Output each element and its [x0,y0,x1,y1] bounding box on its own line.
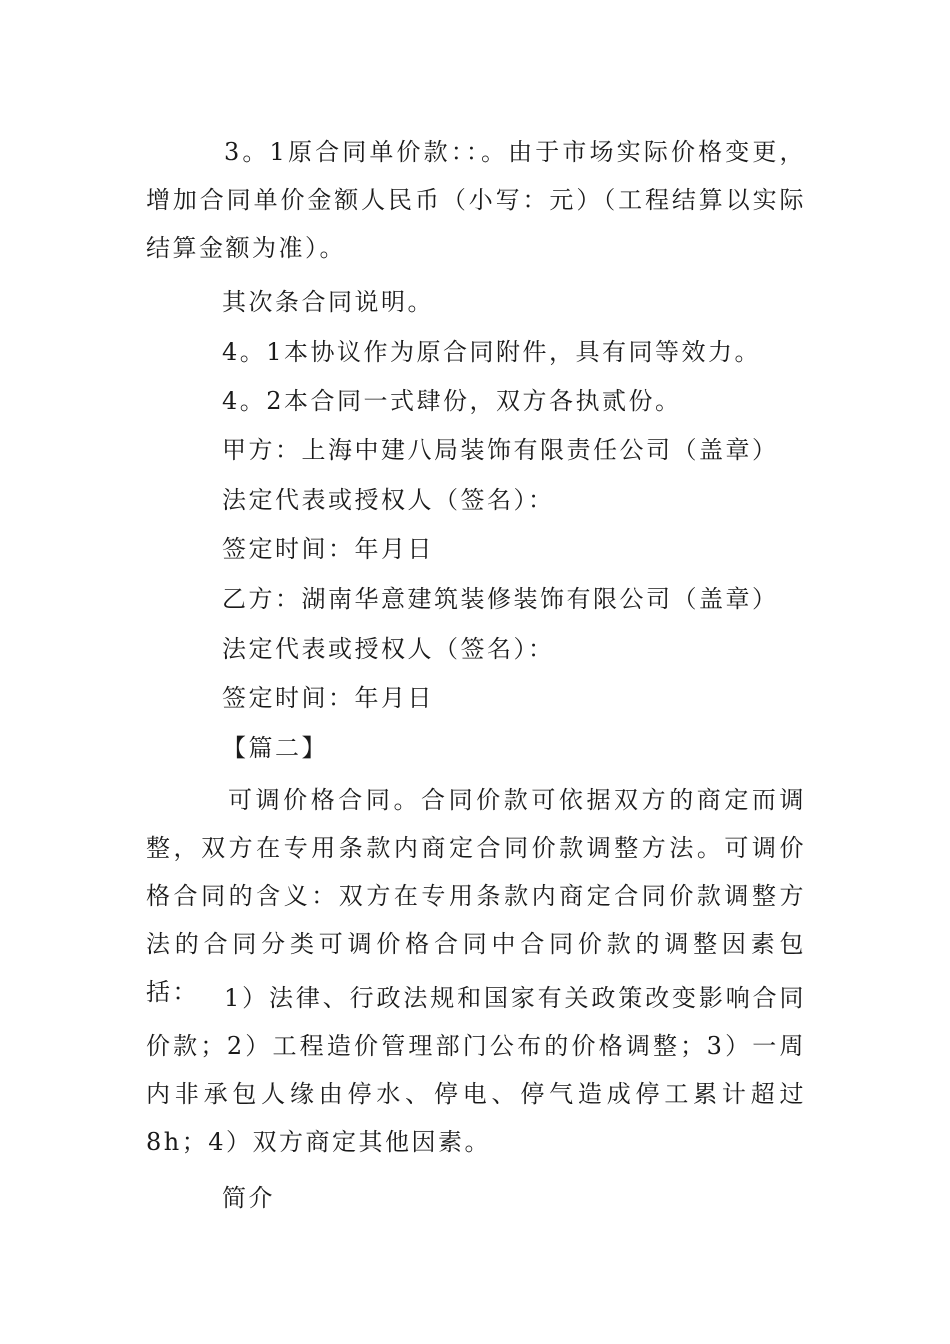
adjustment-factors-paragraph: 1）法律、行政法规和国家有关政策改变影响合同价款；2）工程造价管理部门公布的价格调整；3）一周内非承包人缘由停水、停电、停气造成停工累计超过8h；4）双方商定其他因素。 [146,984,806,1156]
clause-4-2: 4。2本合同一式肆份，双方各执贰份。 [222,387,682,415]
party-b-date-line: 签定时间：年月日 [222,684,434,712]
section-2-title: 其次条合同说明。 [222,288,434,316]
party-a-date-line: 签定时间：年月日 [222,535,434,563]
clause-4-1: 4。1本协议作为原合同附件，具有同等效力。 [222,338,762,366]
party-a-representative-line: 法定代表或授权人（签名）： [222,486,555,514]
clause-3-1-paragraph: 3。1原合同单价款：：。由于市场实际价格变更，增加合同单价金额人民币（小写：元）（工程结算以实际结算金额为准）。 [146,138,806,262]
party-a-line: 甲方：上海中建八局装饰有限责任公司（盖章） [222,436,779,464]
party-b-line: 乙方：湖南华意建筑装修装饰有限公司（盖章） [222,585,779,613]
part-two-heading: 【篇二】 [222,734,328,762]
adjustable-price-paragraph: 可调价格合同。合同价款可依据双方的商定而调整，双方在专用条款内商定合同价款调整方法。可调价格合同的含义：双方在专用条款内商定合同价款调整方法的合同分类可调价格合同中合同价款的调整因素包括： [146,786,806,1006]
intro-label: 简介 [222,1184,275,1212]
party-b-representative-line: 法定代表或授权人（签名）： [222,635,555,663]
